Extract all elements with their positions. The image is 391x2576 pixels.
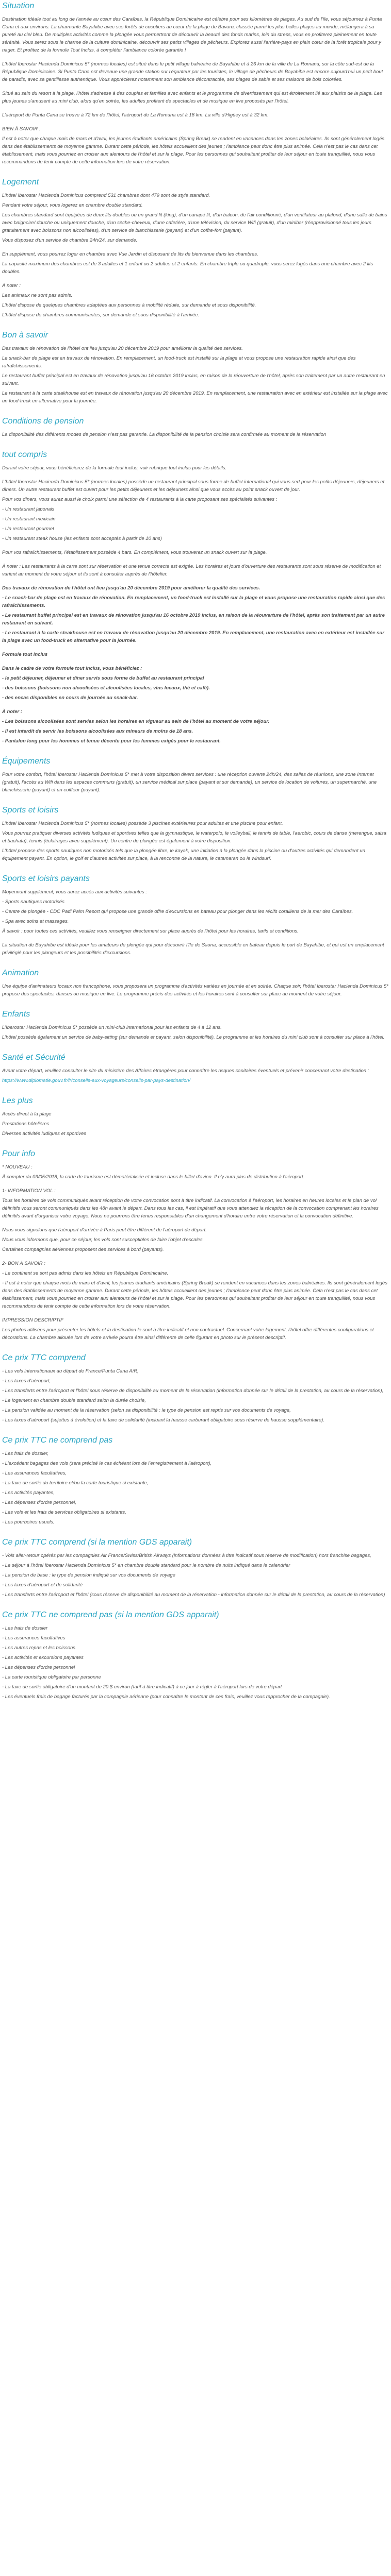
section-body-sante-et-securite xyxy=(2,1067,388,1084)
paragraph: L'hôtel dispose de quelques chambres adaptées aux personnes à mobilité réduite, sur demande et sous disponibilité. xyxy=(2,302,256,308)
paragraph: À noter : xyxy=(2,709,23,715)
paragraph: - Pantalon long pour les hommes et tenue décente pour les femmes exigés pour le restaurant. xyxy=(2,738,221,744)
section-body-logement xyxy=(2,192,388,319)
paragraph: - La taxe de sortie obligatoire d'un montant de 20 $ environ (tarif à titre indicatif) à ce jour à régler à l'aéroport lors de votre départ xyxy=(2,1684,282,1690)
paragraph: - Le logement en chambre double standard selon la durée choisie, xyxy=(2,1398,146,1403)
paragraph: Il est à noter que chaque mois de mars et d'avril, les jeunes étudiants américains (Spring Break) se rendent en vacances dans les zones balnéaires. Ils sont généralement logés dans des établissements de moyenne gamme. Durant cette période, les hôtels accueillent des jeunes ; l'ambiance peut donc être plus animée. Cela n'est pas le cas dans cet établissement, mais vous pourriez en croiser aux alentours de l'hôtel et sur la plage. Pour les personnes qui souhaitent profiter de leur séjour en toute tranquillité, nous vous recommandons de tenir compte de cette information lors de votre réservation. xyxy=(2,136,385,165)
paragraph: Une équipe d'animateurs locaux non francophone, vous proposera un programme d'activités variées en journée et en soirée. Chaque soir, l'hôtel Iberostar Hacienda Dominicus 5* propose des spectacles, danses ou musique en live. Le programme précis des activités et les horaires sont à consulter sur place au moment de votre séjour. xyxy=(2,984,388,997)
paragraph xyxy=(2,1077,388,1084)
paragraph: Vous pourrez pratiquer diverses activités ludiques et sportives telles que la gymnastique, le waterpolo, le volleyball, le tennis de table, l'aerobic, cours de danse (merengue, salsa et bachata), tennis (éclairages avec supplément). Un centre de plongée est également à votre disposition. xyxy=(2,831,386,844)
paragraph: 1- INFORMATION VOL : xyxy=(2,1188,56,1194)
section-title-equipements: Équipements xyxy=(2,757,51,766)
paragraph: Certaines compagnies aériennes proposent des services à bord (payants). xyxy=(2,1247,164,1252)
section-body-situation xyxy=(2,15,388,166)
section-title-logement: Logement xyxy=(2,178,39,187)
section-title-sports-et-loisirs-payants: Sports et loisirs payants xyxy=(2,874,90,883)
paragraph: - La pension validée au moment de la réservation (selon sa disponibilité : le type de pension est repris sur vos documents de voyage, xyxy=(2,1408,291,1413)
paragraph: - La pension de base : le type de pension indiqué sur vos documents de voyage xyxy=(2,1572,175,1578)
paragraph: - Les transferts entre l'aéroport et l'hôtel sous réserve de disponibilité au moment de la réservation (information donnée sur le détail de la prestation, au cours de la réservation), xyxy=(2,1388,384,1394)
paragraph: Le restaurant à la carte steakhouse est en travaux de rénovation jusqu'au 20 décembre 2019. En remplacement, une restauration avec en extérieur est installée sur la plage avec un food-truck en alternative pour la journée. xyxy=(2,391,388,404)
paragraph: - Un restaurant mexicain xyxy=(2,516,56,522)
paragraph: - des boissons (boissons non alcoolisées et alcoolisées locales, vins locaux, thé et café). xyxy=(2,685,210,691)
paragraph: Les chambres standard sont équipées de deux lits doubles ou un grand lit (king), d'un canapé lit, d'un balcon, de l'air conditionné, d'un ventilateur au plafond, d'une salle de bains avec baignoire/ douche ou uniquement douche, d'un sèche-cheveux, d'une cafetière, d'une télévision, du service Wifi (gratuit), d'un minibar (réapprovisionné tous les jours gratuitement avec boissons non alcoolisées), d'un service de blanchisserie (payant) et d'un coffre-fort (payant). xyxy=(2,212,387,233)
paragraph: La disponibilité des différents modes de pension n'est pas garantie. La disponibilité de la pension choisie sera confirmée au moment de la réservation xyxy=(2,432,327,437)
paragraph: Pour votre confort, l'hôtel Iberostar Hacienda Dominicus 5* met à votre disposition divers services : une réception ouverte 24h/24, des salles de réunions, une zone Internet (gratuit), l'accès au Wifi dans les espaces communs (gratuit), un service médical sur place (payant et sur demande), un service de location de voitures, un supermarché, une blanchisserie (payant) et un coiffeur (payant). xyxy=(2,772,377,793)
paragraph: Tous les horaires de vols communiqués avant réception de votre convocation sont à titre indicatif. La convocation à l'aéroport, les horaires en heures locales et le plan de vol définitifs vous seront communiqués dans les 48h avant le départ. Dans tous les cas, il est impératif que vous attendiez la réception de la convocation comprenant les horaires définitifs avant d'organiser votre voyage. Nous ne pourrons être tenus responsables d'un changement d'horaire entre votre réservation et la convocation définitive. xyxy=(2,1198,379,1219)
paragraph: L'hôtel Iberostar Hacienda Dominicus 5* (normes locales) est situé dans le petit village balnéaire de Bayahibe et à 26 km de la ville de La Romana, sur la côte sud-est de la République Dominicaine. Si Punta Cana est devenue une grande station sur l'équateur par les touristes, le village de pêcheurs de Bayahibe est encore aujourd'hui un petit bout de paradis, avec sa gentillesse authentique. Vous apprécierez notamment son ambiance décontractée, ses plages de sable et ses maisons de bois colorées. xyxy=(2,61,383,82)
section-body-sports-et-loisirs xyxy=(2,820,388,862)
paragraph: La situation de Bayahibe est idéale pour les amateurs de plongée qui pour découvrir l'île de Saona, accessible en bateau depuis le port de Bayahibe, et qui est un emplacement privilégié pour les plongeurs et les possibilités d'excursions. xyxy=(2,942,384,956)
paragraph: Le snack-bar de plage est en travaux de rénovation. En remplacement, un food-truck est installé sur la plage et vous propose une restauration rapide ainsi que des rafraîchissements. xyxy=(2,355,356,369)
paragraph: - Centre de plongée - CDC Padi Palm Resort qui propose une grande offre d'excursions en bateau pour plonger dans les récifs coralliens de la mer des Caraïbes. xyxy=(2,909,353,914)
paragraph: L'hôtel possède également un service de baby-sitting (sur demande et payant, selon disponibilité). Le programme et les horaires du mini club sont à consulter sur place à l'hôtel. xyxy=(2,1035,385,1040)
paragraph: L'hôtel Iberostar Hacienda Dominicus 5* (normes locales) possède 3 piscines extérieures pour adultes et une piscine pour enfant. xyxy=(2,821,283,826)
paragraph: Nous vous informons que, pour ce séjour, les vols sont susceptibles de faire l'objet d'escales. xyxy=(2,1237,204,1243)
paragraph: - Un restaurant japonais xyxy=(2,506,55,512)
section-title-sports-et-loisirs: Sports et loisirs xyxy=(2,806,59,815)
section-body-ce-prix-ttc-ne-comprend-pas-si-la-mention-gds-apparait xyxy=(2,1624,388,1701)
section-title-pour-info: Pour info xyxy=(2,1149,36,1158)
paragraph: - le petit déjeuner, déjeuner et dîner servis sous forme de buffet au restaurant principal xyxy=(2,675,204,681)
paragraph: Des travaux de rénovation de l'hôtel ont lieu jusqu'au 20 décembre 2019 pour améliorer la qualité des services. xyxy=(2,585,260,591)
paragraph: - Les vols internationaux au départ de France/Punta Cana A/R, xyxy=(2,1368,139,1374)
paragraph: Prestations hôtelières xyxy=(2,1121,50,1127)
section-body-ce-prix-ttc-comprend xyxy=(2,1367,388,1424)
paragraph: L'hôtel propose des sports nautiques non motorisés tels que la plongée libre, le kayak, une initiation à la plongée dans la piscine ou d'autres activités qui demandent un équipement payant. En option, le golf et d'autres activités sur place, à la rencontre de la nature, le catamaran ou le windsurf. xyxy=(2,848,365,861)
paragraph: - Les vols et les frais de services obligatoires si existants, xyxy=(2,1510,126,1515)
section-title-situation: Situation xyxy=(2,2,35,10)
section-title-animation: Animation xyxy=(2,969,39,977)
paragraph: Durant votre séjour, vous bénéficierez de la formule tout inclus, voir rubrique tout inclus pour les détails. xyxy=(2,465,227,471)
paragraph: - Les autres repas et les boissons xyxy=(2,1645,76,1651)
paragraph: - Les frais de dossier xyxy=(2,1625,48,1631)
section-title-ce-prix-ttc-comprend-si-la-mention-gds-apparait: Ce prix TTC comprend (si la mention GDS apparait) xyxy=(2,1538,192,1547)
paragraph: 2- BON À SAVOIR : xyxy=(2,1261,45,1266)
paragraph: À compter du 03/05/2018, la carte de tourisme est dématérialisée et incluse dans le billet d'avion. Il n'y aura plus de distribution à l'aéroport. xyxy=(2,1174,305,1180)
section-body-equipements xyxy=(2,771,388,794)
paragraph: Vous disposez d'un service de chambre 24h/24, sur demande. xyxy=(2,238,138,243)
paragraph: L'Iberostar Hacienda Dominicus 5* possède un mini-club international pour les enfants de 4 à 12 ans. xyxy=(2,1025,222,1030)
paragraph: - Les taxes d'aéroport et de solidarité xyxy=(2,1582,83,1588)
section-body-ce-prix-ttc-comprend-si-la-mention-gds-apparait xyxy=(2,1552,388,1599)
paragraph: Dans le cadre de votre formule tout inclus, vous bénéficiez : xyxy=(2,666,142,671)
paragraph: - Les dépenses d'ordre personnel, xyxy=(2,1500,76,1505)
paragraph: - Les transferts entre l'aéroport et l'hôtel (sous réserve de disponibilité au moment de la réservation - information donnée sur le détail de la prestation, au cours de la réservation) xyxy=(2,1592,385,1598)
paragraph: - Les assurances facultatives xyxy=(2,1635,66,1641)
section-body-animation xyxy=(2,982,388,998)
paragraph: - Spa avec soins et massages. xyxy=(2,919,69,924)
paragraph: - Le continent se sort pas admis dans les hôtels en République Dominicaine. xyxy=(2,1270,169,1276)
paragraph: Les photos utilisées pour présenter les hôtels et la destination le sont à titre indicatif et non contractuel. Concernant votre logement, l'hôtel offre différentes configurations et décorations. La chambre allouée lors de votre arrivée pourra être ainsi différente de celle figurant en photo sur le présent descriptif. xyxy=(2,1327,374,1341)
paragraph: Formule tout inclus xyxy=(2,652,48,657)
paragraph: - Les assurances facultatives, xyxy=(2,1470,67,1476)
paragraph: - Les taxes d'aéroport (sujettes à évolution) et la taxe de solidarité (incluant la hausse carburant obligatoire sous réserve de hausse supplémentaire). xyxy=(2,1417,324,1423)
section-body-tout-compris xyxy=(2,464,388,745)
paragraph: Nous vous signalons que l'aéroport d'arrivée à Paris peut être différent de l'aéroport de départ. xyxy=(2,1227,207,1233)
section-body-enfants xyxy=(2,1024,388,1041)
paragraph: - Les activités et excursions payantes xyxy=(2,1655,84,1660)
section-body-les-plus xyxy=(2,1110,388,1138)
section-title-conditions-de-pension: Conditions de pension xyxy=(2,417,84,426)
paragraph: - Les activités payantes, xyxy=(2,1490,55,1496)
paragraph: Avant votre départ, veuillez consulter le site du ministère des Affaires étrangères pour connaître les risques sanitaires éventuels et prévenir concernant votre destination : xyxy=(2,1068,369,1074)
section-title-ce-prix-ttc-ne-comprend-pas: Ce prix TTC ne comprend pas xyxy=(2,1436,113,1445)
paragraph: Des travaux de rénovation de l'hôtel ont lieu jusqu'au 20 décembre 2019 pour améliorer la qualité des services. xyxy=(2,346,243,351)
paragraph: - La taxe de sortie du territoire et/ou la carte touristique si existante, xyxy=(2,1480,149,1486)
section-title-les-plus: Les plus xyxy=(2,1096,33,1105)
paragraph: À noter : xyxy=(2,283,21,289)
paragraph: Les animaux ne sont pas admis. xyxy=(2,293,73,298)
paragraph: - Un restaurant gourmet xyxy=(2,526,54,532)
paragraph: - Le restaurant buffet principal est en travaux de rénovation jusqu'au 16 octobre 2019 inclus, en raison de la réouverture de l'hôtel, après son traitement par un autre restaurant en suivant. xyxy=(2,613,385,626)
section-title-enfants: Enfants xyxy=(2,1010,30,1019)
paragraph: - L'excédent bagages des vols (sera précisé le cas échéant lors de l'enregistrement à l'aéroport), xyxy=(2,1461,212,1466)
section-title-bon-a-savoir: Bon à savoir xyxy=(2,331,48,340)
section-title-tout-compris: tout compris xyxy=(2,450,47,459)
paragraph: - Les taxes d'aéroport, xyxy=(2,1378,51,1384)
paragraph: IMPRESSION DESCRIPTIF xyxy=(2,1317,63,1323)
paragraph: À savoir : pour toutes ces activités, veuillez vous renseigner directement sur place auprès de l'hôtel pour les horaires, tarifs et conditions. xyxy=(2,928,299,934)
section-title-ce-prix-ttc-ne-comprend-pas-si-la-mention-gds-apparait: Ce prix TTC ne comprend pas (si la mention GDS apparait) xyxy=(2,1611,219,1619)
section-body-bon-a-savoir xyxy=(2,345,388,405)
paragraph: - Les pourboires usuels. xyxy=(2,1519,55,1525)
paragraph: En supplément, vous pourrez loger en chambre avec Vue Jardin et disposant de lits de bienvenue dans les chambres. xyxy=(2,251,258,257)
paragraph: - Les dépenses d'ordre personnel xyxy=(2,1665,75,1670)
section-title-ce-prix-ttc-comprend: Ce prix TTC comprend xyxy=(2,1353,86,1362)
paragraph: À noter : Les restaurants à la carte sont sur réservation et une tenue correcte est exigée. Les horaires et jours d'ouverture des restaurants sont sous réserve de modification et varient au moment de votre séjour et ils sont à consulter auprès de l'hôtelier. xyxy=(2,564,381,577)
paragraph: - Sports nautiques motorisés xyxy=(2,899,64,905)
paragraph: - Le snack-bar de plage est en travaux de rénovation. En remplacement, un food-truck est installé sur la plage et vous propose une restauration rapide ainsi que des rafraîchissements. xyxy=(2,595,385,608)
section-body-sports-et-loisirs-payants xyxy=(2,888,388,957)
section-body-ce-prix-ttc-ne-comprend-pas xyxy=(2,1450,388,1526)
section-title-sante-et-securite: Santé et Sécurité xyxy=(2,1053,66,1062)
paragraph: - Les frais de dossier, xyxy=(2,1451,49,1456)
paragraph: BIEN À SAVOIR : xyxy=(2,126,41,132)
section-body-pour-info xyxy=(2,1163,388,1342)
paragraph: - Il est à noter que chaque mois de mars et d'avril, les jeunes étudiants américains (Spring Break) se rendent en vacances dans les zones balnéaires. Ils sont généralement logés dans des établissements de moyenne gamme. Durant cette période, les hôtels accueillent des jeunes ; l'ambiance peut donc être plus animée. Cela n'est pas le cas dans cet établissement, mais vous pourriez en croiser aux alentours de l'hôtel et sur la plage. Pour les personnes qui souhaitent profiter de leur séjour en toute tranquillité, nous vous recommandons de tenir compte de cette information lors de votre réservation. xyxy=(2,1280,387,1309)
paragraph: - La carte touristique obligatoire par personne xyxy=(2,1674,101,1680)
paragraph: Moyennant supplément, vous aurez accès aux activités suivantes : xyxy=(2,889,147,895)
paragraph: La capacité maximum des chambres est de 3 adultes et 1 enfant ou 2 adultes et 2 enfants. En chambre triple ou quadruple, vous serez logés dans une chambre avec 2 lits doubles. xyxy=(2,261,373,275)
external-link[interactable]: https://www.diplomatie.gouv.fr/fr/conseils-aux-voyageurs/conseils-par-pays-destination/ xyxy=(2,1078,191,1083)
paragraph: - Le restaurant à la carte steakhouse est en travaux de rénovation jusqu'au 20 décembre 2019. En remplacement, une restauration avec en extérieur est installée sur la plage avec un food-truck en alternative pour la journée. xyxy=(2,630,384,643)
paragraph: L'aéroport de Punta Cana se trouve à 72 km de l'hôtel, l'aéroport de La Romana est à 18 km. La ville d'Higüey est à 32 km. xyxy=(2,112,269,118)
paragraph: - Il est interdit de servir les boissons alcoolisées aux mineurs de moins de 18 ans. xyxy=(2,728,193,734)
paragraph: Pour vos dîners, vous aurez aussi le choix parmi une sélection de 4 restaurants à la carte proposant ses spécialités suivantes : xyxy=(2,497,278,502)
paragraph: L'hôtel Iberostar Hacienda Dominicus comprend 531 chambres dont 479 sont de style standard. xyxy=(2,193,210,198)
paragraph: Pendant votre séjour, vous logerez en chambre double standard. xyxy=(2,202,143,208)
paragraph: Pour vos rafraîchissements, l'établissement possède 4 bars. En complément, vous trouverez un snack ouvert sur la plage. xyxy=(2,550,267,555)
paragraph: - Les éventuels frais de bagage facturés par la compagnie aérienne (pour connaître le montant de ces frais, veuillez vous rapprocher de la compagnie). xyxy=(2,1694,330,1700)
paragraph: - Un restaurant steak house (les enfants sont acceptés à partir de 10 ans) xyxy=(2,536,162,541)
section-body-conditions-de-pension xyxy=(2,431,388,438)
paragraph: - Vols aller-retour opérés par les compagnies Air France/Swiss/British Airways (informations données à titre indicatif sous réserve de modification) hors franchise bagages, xyxy=(2,1553,371,1558)
paragraph: Le restaurant buffet principal est en travaux de rénovation jusqu'au 16 octobre 2019 inclus, en raison de la réouverture de l'hôtel, après son traitement par un autre restaurant en suivant. xyxy=(2,373,385,386)
paragraph: - Les boissons alcoolisées sont servies selon les horaires en vigueur au sein de l'hôtel au moment de votre séjour. xyxy=(2,719,270,724)
paragraph: Destination idéale tout au long de l'année au cœur des Caraïbes, la République Dominicaine est célèbre pour ses kilomètres de plages. Au sud de l'île, vous séjournez à Punta Cana et aux environs. La charmante Bayahibe avec ses forêts de cocotiers au cœur de la plage de Bavaro, classée parmi les plus belles plages au monde, mélangera à sa pureté au ciel bleu. De multiples activités comme la plongée vous permettront de découvrir la beauté des fonds marins, loin du stress, vous en profiterez pleinement en toute sérénité. Vous serez sous le charme de la culture dominicaine, découvrir ses petits villages de pêcheurs. Explorez aussi l'arrière-pays en plein cœur de la forêt tropicale pour y nager. Et profitez de la formule Tout Inclus, à compléter l'ambiance colorée garantie ! xyxy=(2,16,382,53)
paragraph: Situé au sein du resort à la plage, l'hôtel s'adresse à des couples et familles avec enfants et le programme de divertissement qui est étroitement lié aux plaisirs de la plage. Les plus jeunes s'amusent au mini club, alors qu'en soirée, les adultes profitent de spectacles et de musique en live proposés par l'hôtel. xyxy=(2,91,382,104)
paragraph: L'hôtel Iberostar Hacienda Dominicus 5* (normes locales) possède un restaurant principal sous forme de buffet international qui vous sert pour les petits déjeuners, déjeuners et dîners. Un autre restaurant buffet est ouvert pour les petits déjeuners et les déjeuners ainsi que vous accès au point snack ouvert de jour. xyxy=(2,479,385,493)
paragraph: Accès direct à la plage xyxy=(2,1111,52,1117)
paragraph: - Le séjour à l'hôtel Iberostar Hacienda Dominicus 5* en chambre double standard pour le nombre de nuits indiqué dans le calendrier xyxy=(2,1563,290,1568)
paragraph: Diverses activités ludiques et sportives xyxy=(2,1131,87,1137)
paragraph: L'hôtel dispose de chambres communicantes, sur demande et sous disponibilité à l'arrivée. xyxy=(2,312,200,318)
paragraph: - des encas disponibles en cours de journée au snack-bar. xyxy=(2,695,138,701)
paragraph: * NOUVEAU : xyxy=(2,1164,32,1170)
